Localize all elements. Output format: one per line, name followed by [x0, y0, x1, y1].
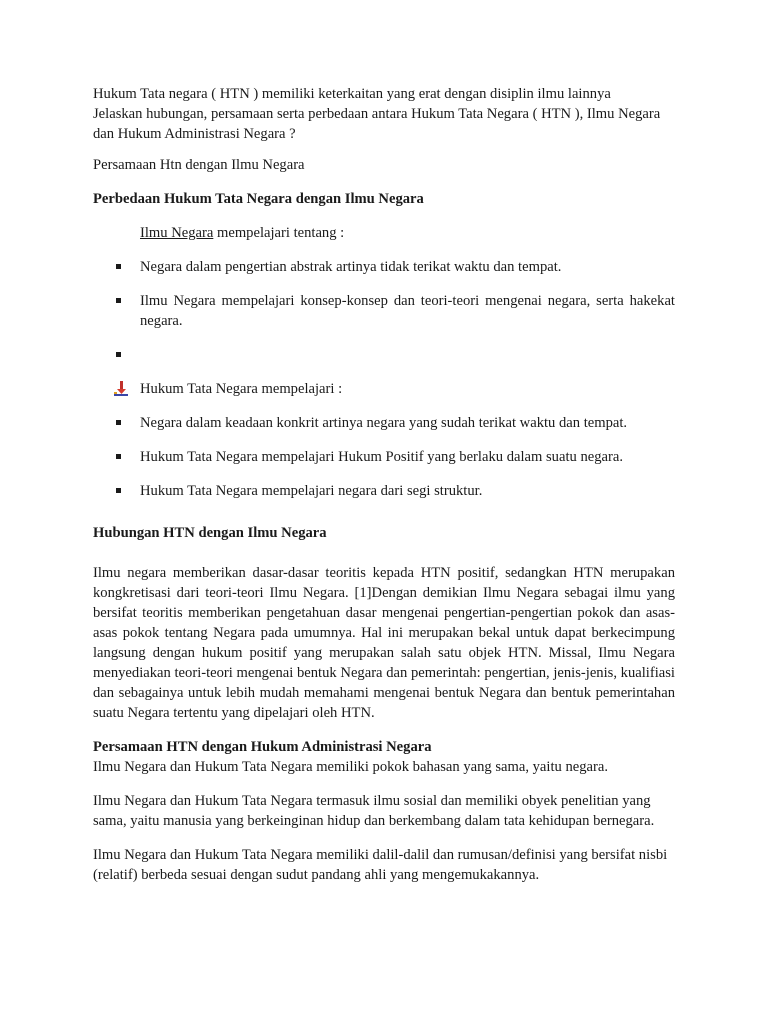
persamaan-han-p3: Ilmu Negara dan Hukum Tata Negara memiliki dalil-dalil dan rumusan/definisi yang bersifat nisbi (relatif) berbeda sesuai dengan sudut pandang ahli yang mengemukakannya.	[93, 847, 668, 883]
list-item-text: Negara dalam pengertian abstrak artinya tidak terikat waktu dan tempat.	[140, 259, 562, 275]
intro-question: Jelaskan hubungan, persamaan serta perbedaan antara Hukum Tata Negara ( HTN ), Ilmu Negara dan Hukum Administrasi Negara ?	[93, 106, 661, 142]
list-item-empty	[93, 345, 675, 365]
persamaan-htn-ilmu-negara: Persamaan Htn dengan Ilmu Negara	[93, 157, 305, 173]
list-item	[93, 413, 675, 433]
square-bullet-icon	[116, 488, 121, 493]
intro-line: Hukum Tata negara ( HTN ) memiliki keterkaitan yang erat dengan disiplin ilmu lainnya	[93, 86, 611, 102]
list-item-text: Hukum Tata Negara mempelajari Hukum Positif yang berlaku dalam suatu negara.	[140, 449, 623, 465]
perbedaan-heading: Perbedaan Hukum Tata Negara dengan Ilmu Negara	[93, 191, 424, 207]
htn-list	[93, 413, 675, 501]
htn-intro-label: Hukum Tata Negara mempelajari :	[140, 381, 343, 397]
list-item	[93, 291, 675, 331]
multicolor-arrow-bullet-icon	[113, 381, 129, 397]
ilmu-negara-label: Ilmu Negara	[140, 225, 214, 241]
ilmu-negara-intro	[93, 223, 675, 243]
square-bullet-icon	[116, 420, 121, 425]
hubungan-body: Ilmu negara memberikan dasar-dasar teoritis kepada HTN positif, sedangkan HTN merupakan kongkretisasi dari teori-teori Ilmu Negara. [1]Dengan demikian Ilmu Negara sebagai ilmu yang bersifat teoritis memberikan pengetahuan dasar mengenai pengertian-pengertian pokok dan asas-asas pokok tentang Negara pada umumnya. Hal ini merupakan bekal untuk dapat berkecimpung langsung dengan hukum positif yang merupakan salah satu objek HTN. Missal, Ilmu Negara menyediakan teori-teori mengenai bentuk Negara dan pemerintah: pengertian, jenis-jenis, kualifiasi dan sebagainya untuk lebih mudah memahami mengenai bentuk Negara dan bentuk pemerintahan suatu Negara tertentu yang dipelajari oleh HTN.	[93, 565, 675, 721]
persamaan-han-p1: Ilmu Negara dan Hukum Tata Negara memiliki pokok bahasan yang sama, yaitu negara.	[93, 759, 608, 775]
list-item-text: Hukum Tata Negara mempelajari negara dari segi struktur.	[140, 483, 483, 499]
ilmu-negara-intro-rest: mempelajari tentang :	[213, 225, 345, 241]
htn-intro	[93, 379, 675, 399]
list-item	[93, 257, 675, 277]
document-page	[93, 84, 675, 885]
list-item-text: Ilmu Negara mempelajari konsep-konsep dan teori-teori mengenai negara, serta hakekat negara.	[140, 293, 675, 329]
persamaan-han-heading: Persamaan HTN dengan Hukum Administrasi Negara	[93, 739, 432, 755]
persamaan-han-p2: Ilmu Negara dan Hukum Tata Negara termasuk ilmu sosial dan memiliki obyek penelitian yang sama, yaitu manusia yang berkeinginan hidup dan berkembang dalam tata kehidupan bernegara.	[93, 793, 655, 829]
square-bullet-icon	[116, 352, 121, 357]
square-bullet-icon	[116, 298, 121, 303]
square-bullet-icon	[116, 454, 121, 459]
ilmu-negara-list	[93, 257, 675, 365]
hubungan-heading: Hubungan HTN dengan Ilmu Negara	[93, 525, 327, 541]
list-item	[93, 447, 675, 467]
list-item-text: Negara dalam keadaan konkrit artinya negara yang sudah terikat waktu dan tempat.	[140, 415, 628, 431]
list-item	[93, 481, 675, 501]
square-bullet-icon	[116, 264, 121, 269]
